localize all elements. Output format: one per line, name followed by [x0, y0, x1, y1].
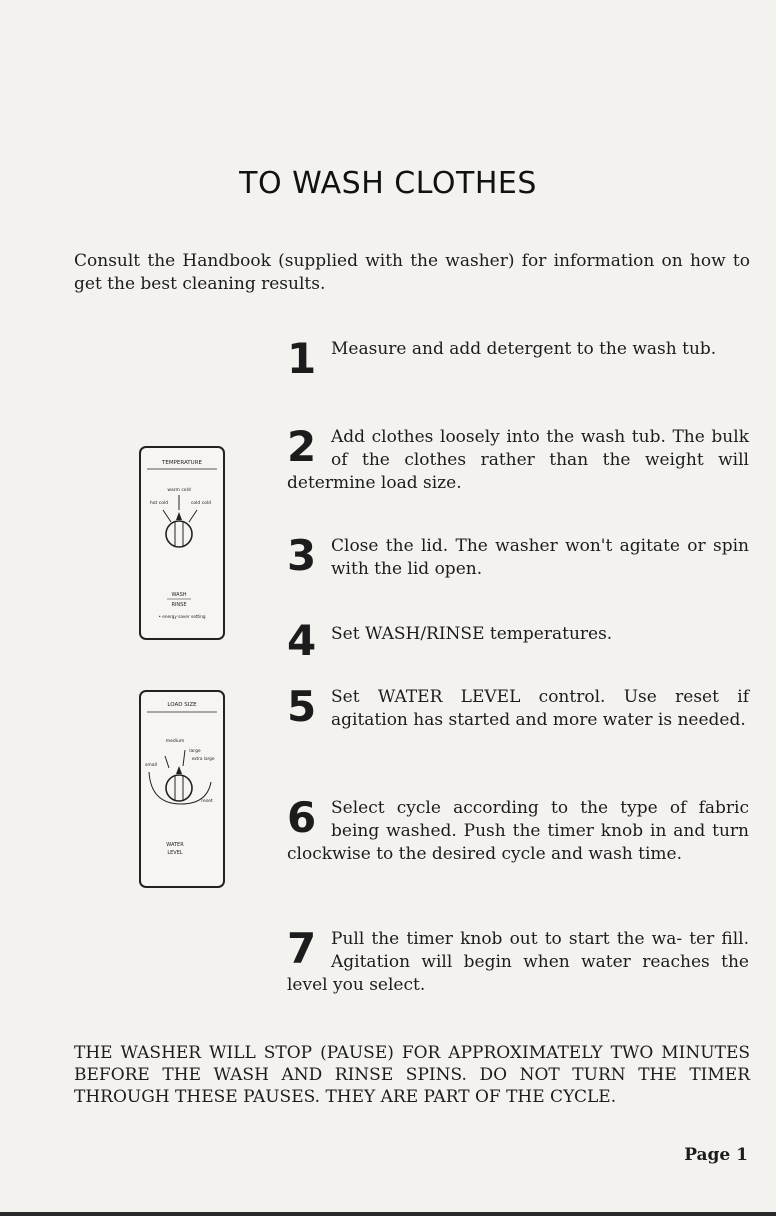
- page-number: Page 1: [684, 1145, 748, 1165]
- page-edge: [0, 1212, 776, 1216]
- temperature-knob-icon[interactable]: [166, 512, 192, 547]
- dial-tick: [189, 510, 197, 522]
- step-number: 5: [287, 682, 317, 731]
- wash-label: WASH: [171, 592, 187, 598]
- warm-cold-label: warm cold: [167, 488, 191, 493]
- water-label: WATER: [166, 842, 184, 848]
- step-4: [287, 616, 749, 665]
- step-text: Set WATER LEVEL control. Use reset if agitation has started and more water is needed.: [331, 687, 749, 730]
- step-number: 6: [287, 793, 317, 842]
- extra-large-label: extra large: [191, 756, 215, 761]
- dial-tick: [165, 756, 169, 768]
- step-6: [287, 793, 749, 866]
- step-1: [287, 334, 749, 383]
- step-text: Close the lid. The washer won't agitate or spin with the lid open.: [331, 536, 749, 579]
- step-text: Set WASH/RINSE temperatures.: [331, 624, 613, 644]
- water-level-knob-icon[interactable]: [166, 766, 192, 801]
- step-2: [287, 422, 749, 495]
- energy-saver-note: • energy saver setting: [158, 614, 206, 619]
- level-label: LEVEL: [167, 850, 183, 856]
- step-5: [287, 682, 749, 732]
- temperature-dial-panel: [139, 446, 225, 640]
- intro-paragraph: Consult the Handbook (supplied with the washer) for information on how to get the best cleaning results.: [74, 251, 750, 294]
- page-title: TO WASH CLOTHES: [239, 166, 537, 201]
- water-level-dial-panel: [139, 690, 225, 888]
- dial-tick: [183, 750, 185, 766]
- step-text: Measure and add detergent to the wash tub.: [331, 339, 717, 359]
- step-text: Pull the timer knob out to start the wa- ter fill. Agitation will begin when water reaches the level you select.: [287, 929, 749, 995]
- rinse-label: RINSE: [171, 602, 187, 608]
- reset-label: reset: [201, 799, 213, 804]
- step-7: [287, 924, 749, 997]
- hot-cold-label: hot cold: [149, 501, 169, 506]
- step-number: 4: [287, 616, 317, 665]
- pause-notice: THE WASHER WILL STOP (PAUSE) FOR APPROXIMATELY TWO MINUTES BEFORE THE WASH AND RINSE SPINS. DO NOT TURN THE TIMER THROUGH THESE PAUSES. THEY ARE PART OF THE CYCLE.: [74, 1043, 750, 1107]
- medium-label: medium: [165, 739, 185, 744]
- temperature-heading: TEMPERATURE: [162, 460, 202, 466]
- step-number: 3: [287, 531, 317, 580]
- step-number: 1: [287, 334, 317, 383]
- load-size-heading: LOAD SIZE: [167, 702, 197, 708]
- dial-tick: [163, 510, 171, 522]
- step-3: [287, 531, 749, 581]
- small-label: small: [145, 763, 157, 768]
- step-text: Add clothes loosely into the wash tub. The bulk of the clothes rather than the weight will determine load size.: [287, 427, 749, 493]
- step-number: 2: [287, 422, 317, 471]
- cold-cold-label: cold cold: [190, 501, 212, 506]
- large-label: large: [189, 749, 201, 754]
- step-number: 7: [287, 924, 317, 973]
- step-text: Select cycle according to the type of fabric being washed. Push the timer knob in and turn clockwise to the desired cycle and wash time.: [287, 798, 749, 864]
